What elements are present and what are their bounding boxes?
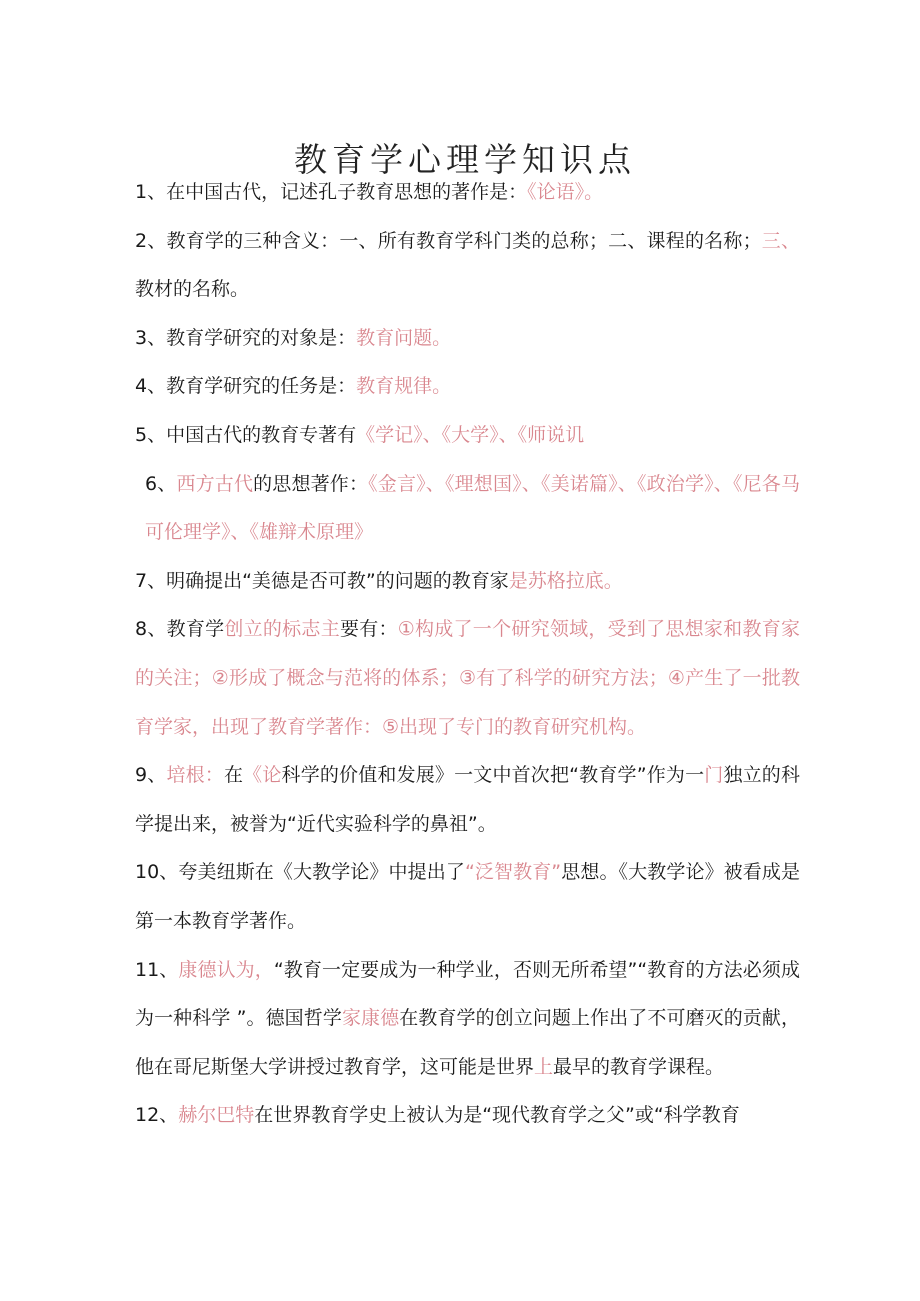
knowledge-point-11 xyxy=(135,946,800,1092)
body-text: 要有： xyxy=(339,618,398,641)
highlighted-text: 赫尔巴特 xyxy=(178,1104,255,1127)
highlighted-text: 《论 xyxy=(243,764,282,787)
highlighted-text: 上 xyxy=(534,1055,554,1078)
knowledge-point-10 xyxy=(135,848,800,945)
body-text: 9、 xyxy=(135,764,167,787)
knowledge-point-6 xyxy=(135,460,800,557)
body-text: 7、明确提出“美德是否可教”的问题的教育家 xyxy=(135,569,509,592)
knowledge-point-2 xyxy=(135,217,800,314)
highlighted-text: 教育规律。 xyxy=(356,375,452,398)
body-text: 在世界教育学史上被认为是“现代教育学之父”或“科学教育 xyxy=(254,1104,740,1127)
highlighted-text: 培根： xyxy=(166,764,224,787)
highlighted-text: 家康德 xyxy=(341,1007,400,1030)
knowledge-point-9 xyxy=(135,751,800,848)
highlighted-text: “泛智教育” xyxy=(464,861,562,884)
knowledge-point-5 xyxy=(135,411,800,460)
knowledge-point-12 xyxy=(135,1091,800,1140)
body-text: 思想。《大教学论》被看成是第一本教育学著作。 xyxy=(135,861,800,932)
body-text: 科学的价值和发展》一文中首次把“教育学”作为一 xyxy=(281,764,705,787)
body-text: 2、教育学的三种含义：一、所有教育学科门类的总称；二、课程的名称； xyxy=(135,229,762,252)
body-text: 教材的名称。 xyxy=(135,278,250,301)
highlighted-text: 三、 xyxy=(761,229,800,252)
knowledge-point-7 xyxy=(135,557,800,606)
body-text: 4、教育学研究的任务是： xyxy=(135,375,357,398)
knowledge-point-list xyxy=(135,168,800,1140)
knowledge-point-3 xyxy=(135,314,800,363)
body-text: 最早的教育学课程。 xyxy=(553,1055,725,1078)
body-text: 1、在中国古代，记述孔子教育思想的著作是： xyxy=(135,181,528,203)
body-text: 在教育学的创立问题上作出了不可磨灭的贡献，他在哥尼斯堡大学讲授过教育学，这可能是世界 xyxy=(135,1007,800,1078)
highlighted-text: 西方古代 xyxy=(176,472,254,495)
knowledge-point-1 xyxy=(135,168,800,217)
body-text: 在 xyxy=(223,764,244,787)
body-text: 3、教育学研究的对象是： xyxy=(135,326,357,349)
highlighted-text: 康德认为， xyxy=(178,958,274,981)
highlighted-text: 是苏格拉底。 xyxy=(508,569,623,592)
body-text: 6、 xyxy=(145,472,177,495)
highlighted-text: 《学记》、《大学》、《师说讥 xyxy=(356,423,585,446)
highlighted-text: 门 xyxy=(704,764,724,787)
knowledge-point-4 xyxy=(135,362,800,411)
highlighted-text: 《论语》。 xyxy=(527,181,604,203)
body-text: 10、夸美纽斯在《大教学论》中提出了 xyxy=(135,861,465,884)
knowledge-point-8 xyxy=(135,605,800,751)
body-text: 11、 xyxy=(135,958,179,981)
body-text: 8、教育学 xyxy=(135,618,225,641)
highlighted-text: 《金言》、《理想国》、《美诺篇》、《政治学》、《尼各马可伦理学》、《雄辩术原理》 xyxy=(145,472,800,544)
body-text: 独立的科学提出来，被誉为“近代实验科学的鼻祖”。 xyxy=(135,764,800,835)
highlighted-text: 教育问题。 xyxy=(356,326,452,349)
highlighted-text: 创立的标志主 xyxy=(224,618,340,641)
body-text: “教育一定要成为一种学业，否则无所希望”“教育的方法必须成为一种科学 ”。德国哲学 xyxy=(135,958,800,1030)
body-text: 的思想著作： xyxy=(253,472,369,495)
body-text: 5、中国古代的教育专著有 xyxy=(135,423,357,446)
document-title: 教育学心理学知识点 xyxy=(294,140,636,180)
highlighted-text: ①构成了一个研究领域，受到了思想家和教育家的关注；②形成了概念与范将的体系；③有了科学的研究方法；④产生了一批教育学家，出现了教育学著作：⑤出现了专门的教育研究机构。 xyxy=(135,618,800,738)
body-text: 12、 xyxy=(135,1104,179,1127)
